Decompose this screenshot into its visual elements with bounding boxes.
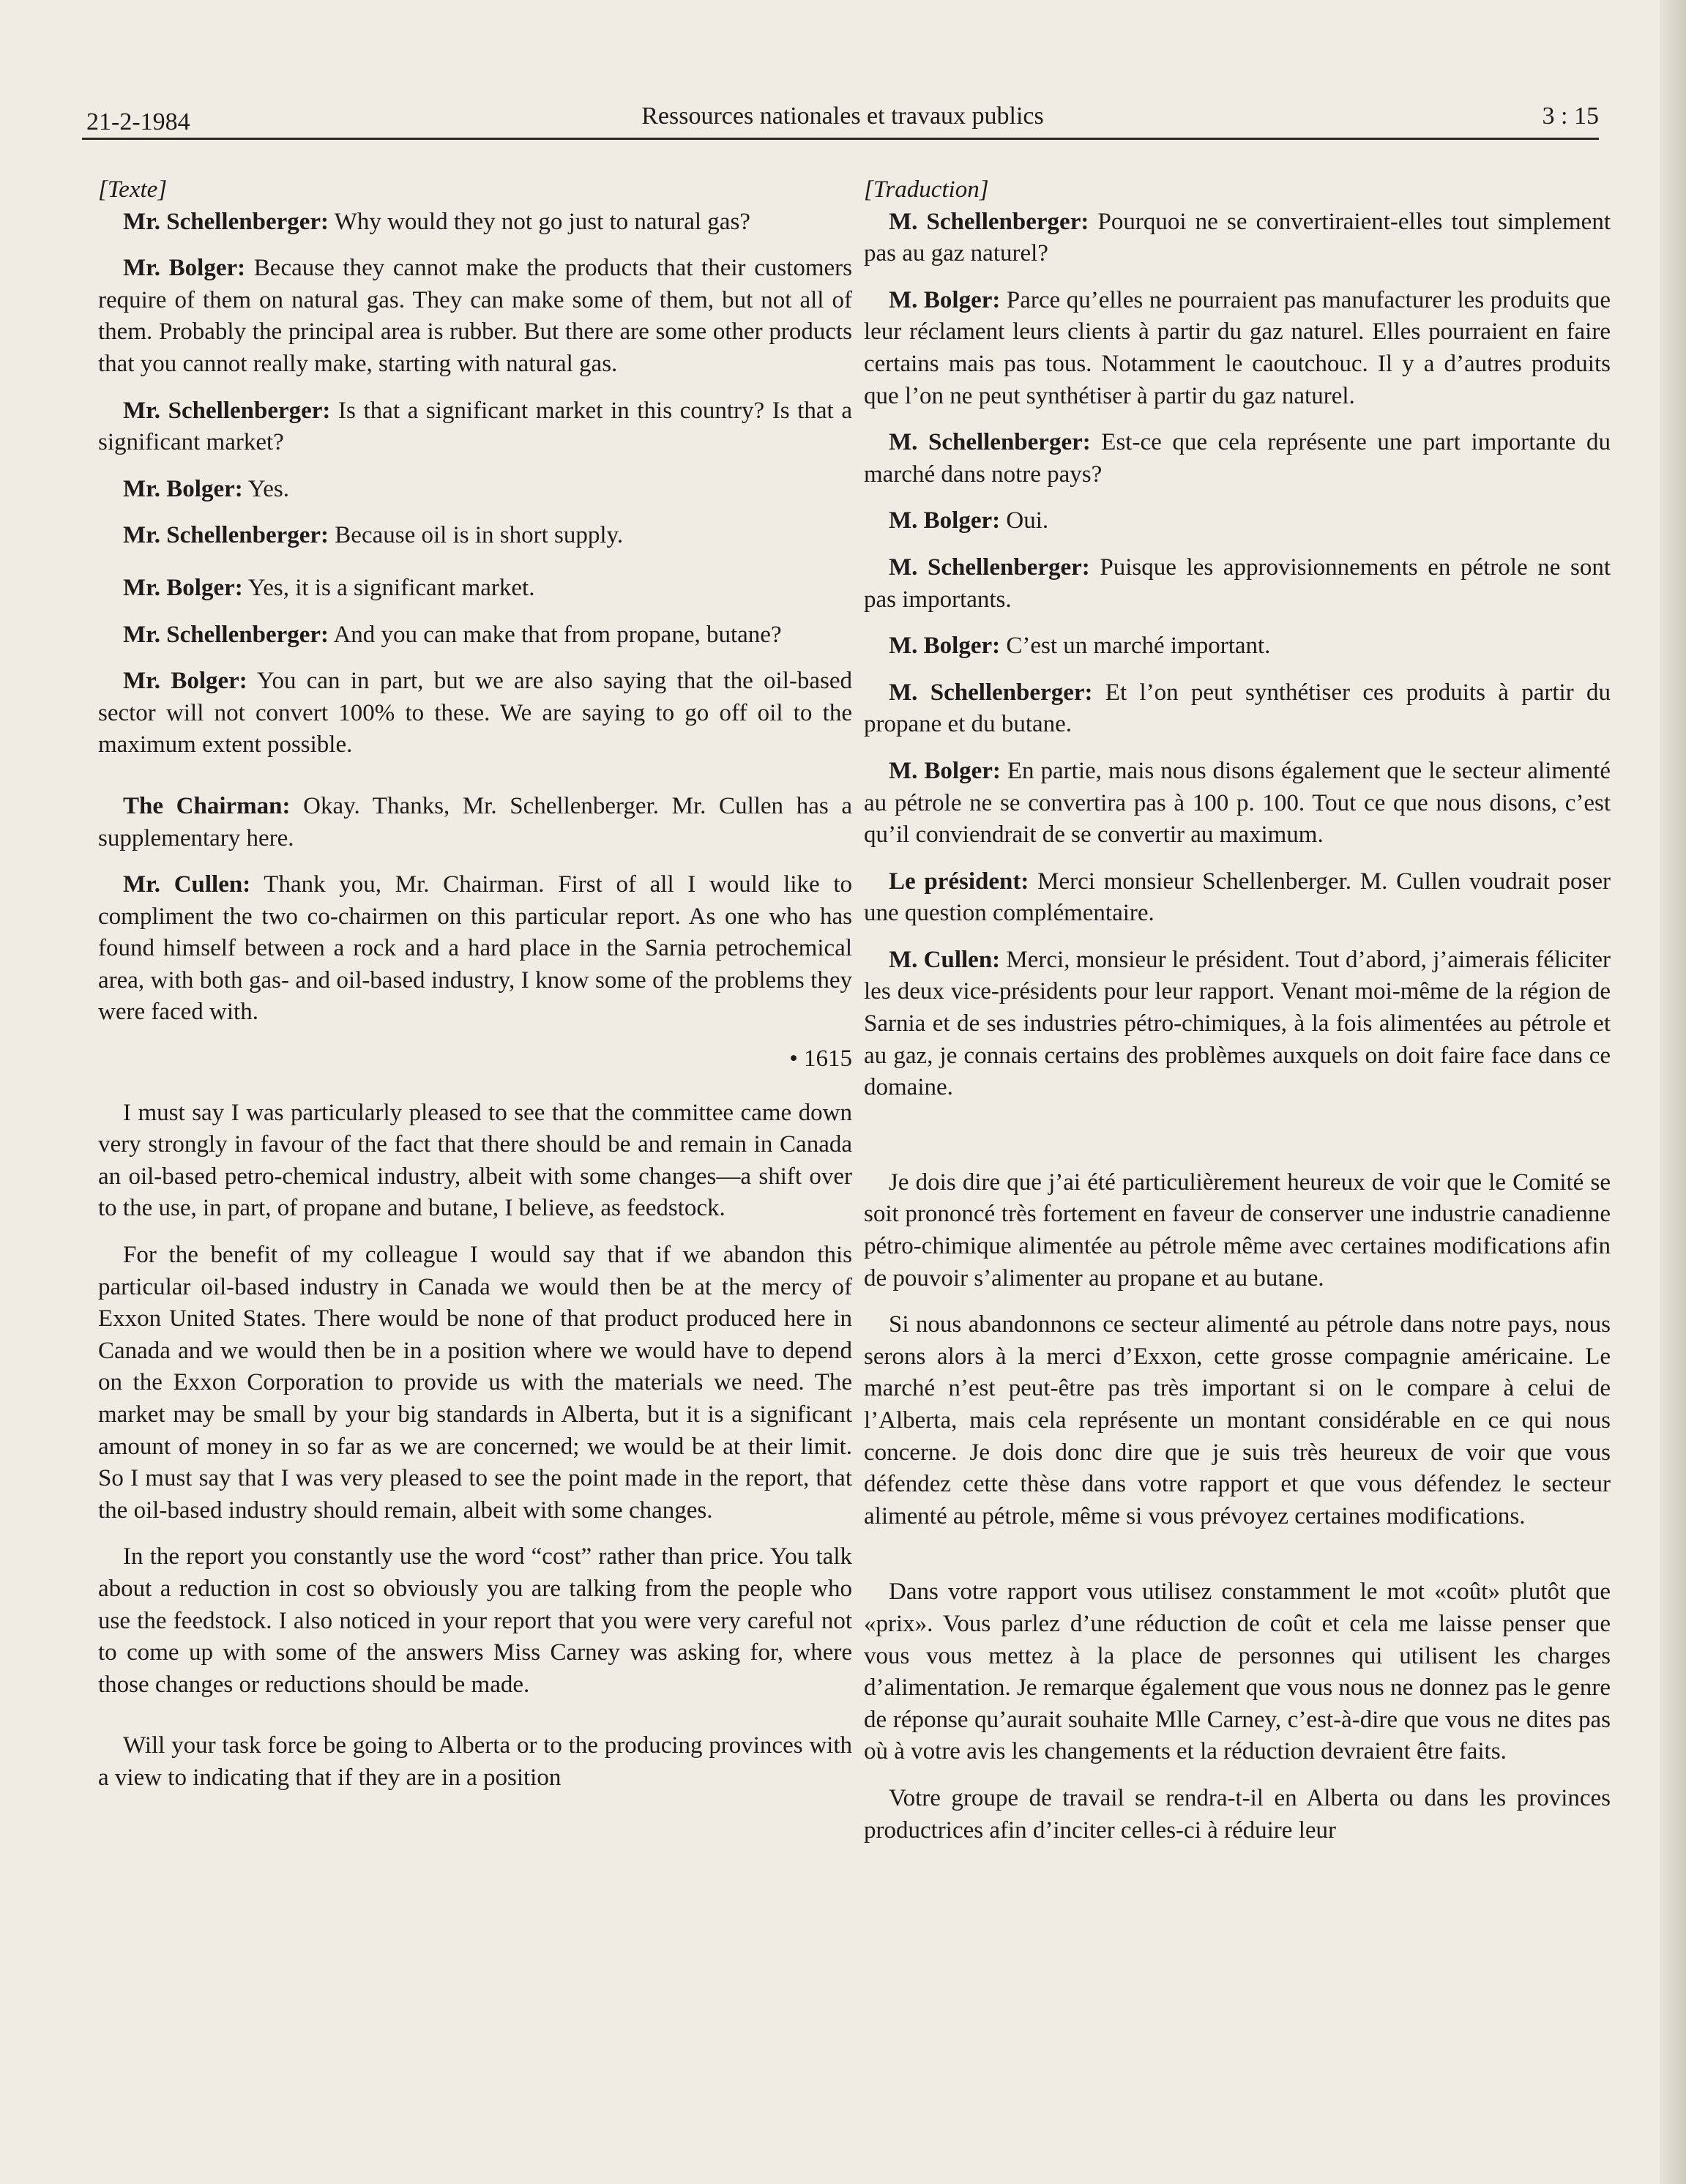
speech-text: Merci monsieur Schellenberger. M. Cullen voudrait poser une question complémentaire. (864, 868, 1611, 927)
speaker-name: M. Bolger: (889, 507, 1001, 534)
paragraph (864, 552, 1611, 616)
speaker-name: M. Schellenberger: (889, 429, 1091, 456)
left-column-english (98, 174, 852, 1809)
speech-text: Okay. Thanks, Mr. Schellenberger. Mr. Cullen has a supplementary here. (98, 792, 852, 851)
speaker-name: Le président: (889, 868, 1029, 895)
speaker-name: Mr. Schellenberger: (123, 208, 329, 235)
paragraph: Will your task force be going to Alberta or to the producing provinces with a view to indicating that if they are in a position (98, 1732, 852, 1791)
speaker-name: M. Schellenberger: (889, 208, 1089, 235)
speech-text: You can in part, but we are also saying that the oil-based sector will not convert 100% to these. We are saying to go off oil to the maximum extent possible. (98, 668, 853, 759)
speech-text: En partie, mais nous disons également que le secteur alimenté au pétrole ne se convertira pas à 100 p. 100. Tout ce que nous disons, c’est qu’il conviendrait de se convertir au maximum. (864, 757, 1611, 849)
speech-text: Thank you, Mr. Chairman. First of all I would like to compliment the two co-chairmen on this particular report. As one who has found himself between a rock and a hard place in the Sarnia petrochemical area, with both gas- and oil-based industry, I know some of the problems they were faced with. (98, 871, 852, 1026)
speaker-name: M. Bolger: (889, 757, 1001, 784)
speaker-name: Mr. Bolger: (123, 574, 243, 601)
paragraph (864, 505, 1611, 537)
header-rule (82, 138, 1599, 140)
header-page-number: 3 : 15 (1542, 103, 1599, 130)
speech-text: Parce qu’elles ne pourraient pas manufacturer les produits que leur réclament leurs clients à partir du gaz naturel. Elles pourraient en faire certains mais pas tous. Notamment le caoutchouc. Il y a d’autres produits que l’on ne peut synthétiser à partir du gaz naturel. (864, 286, 1611, 409)
paragraph: Votre groupe de travail se rendra-t-il en Alberta ou dans les provinces productrices afin d’inciter celles-ci à réduire leur (864, 1784, 1611, 1844)
paragraph (98, 520, 852, 552)
speaker-name: Mr. Schellenberger: (123, 397, 331, 424)
speech-text: Pourquoi ne se convertiraient-elles tout simplement pas au gaz naturel? (864, 208, 1611, 267)
page-edge-shadow (1660, 0, 1686, 2184)
speaker-name: M. Schellenberger: (889, 679, 1093, 706)
paragraph: Si nous abandonnons ce secteur alimenté au pétrole dans notre pays, nous serons alors à la merci d’Exxon, cette grosse compagnie américaine. Le marché n’est peut-être pas très important si on le compare à celui de l’Alberta, mais cela représente un montant considérable en ce qui nous concerne. Je dois donc dire que je suis très heureux de voir que vous défendez cette thèse dans votre rapport et que vous défendez le secteur alimenté au pétrole, même si vous prévoyez certaines modifications. (864, 1311, 1611, 1529)
paragraph (864, 630, 1611, 663)
paragraph: Dans votre rapport vous utilisez constamment le mot «coût» plutôt que «prix». Vous parlez d’une réduction de coût et cela me laisse penser que vous vous mettez à la place de personnes qui utilisent les charges d’alimentation. Je remarque également que vous nous ne donnez pas le genre de réponse qu’aurait souhaite Mlle Carney, c’est-à-dire que vous ne dites pas où à votre avis les changements et la réduction devraient être faits. (864, 1579, 1611, 1765)
paragraph (98, 474, 852, 506)
paragraph (98, 791, 852, 854)
speech-text: Is that a significant market in this country? Is that a significant market? (98, 397, 852, 456)
header-date: 21-2-1984 (86, 108, 190, 135)
paragraph (98, 869, 852, 1029)
speaker-name: Mr. Bolger: (123, 668, 247, 695)
speaker-name: Mr. Bolger: (123, 475, 243, 502)
speech-text: Because oil is in short supply. (329, 522, 624, 549)
paragraph: In the report you constantly use the word “cost” rather than price. You talk about a reduction in cost so obviously you are talking from the people who use the feedstock. I also noticed in your report that you were very careful not to come up with some of the answers Miss Carney was asking for, where those changes or reductions should be made. (98, 1543, 852, 1698)
paragraph (98, 619, 852, 652)
paragraph: I must say I was particularly pleased to see that the committee came down very strongly in favour of the fact that there should be and remain in Canada an oil-based petro-chemical industry, albeit with some changes—a shift over to the use, in part, of propane and butane, I believe, as feedstock. (98, 1099, 852, 1222)
paragraph: Je dois dire que j’ai été particulièrement heureux de voir que le Comité se soit prononcé très fortement en faveur de conserver une industrie canadienne pétro-chimique alimentée au pétrole même avec certaines modifications afin de pouvoir s’alimenter au propane et au butane. (864, 1169, 1611, 1292)
time-marker: • 1615 (789, 1046, 852, 1073)
speaker-name: Mr. Schellenberger: (123, 621, 329, 648)
speaker-name: Mr. Bolger: (123, 255, 246, 282)
section-tag-texte: [Texte] (98, 176, 168, 203)
speech-text: Because they cannot make the products that their customers require of them on natural gas. They can make some of them, but not all of them. Probably the principal area is rubber. But there are some other products that you cannot really make, starting with natural gas. (98, 255, 852, 377)
paragraph (864, 427, 1611, 491)
paragraph (98, 395, 852, 459)
speech-text: Puisque les approvisionnements en pétrole ne sont pas importants. (864, 554, 1611, 613)
speech-text: Merci, monsieur le président. Tout d’abord, j’aimerais féliciter les deux vice-présidents pour leur rapport. Venant moi-même de la région de Sarnia et de ses industries pétro-chimiques, à la fois alimentées au pétrole et au gaz, je connais certains des problèmes auxquels on doit faire face dans ce domaine. (864, 946, 1611, 1101)
paragraph (864, 944, 1611, 1104)
speech-text: Et l’on peut synthétiser ces produits à partir du propane et du butane. (864, 679, 1611, 738)
paragraph (864, 756, 1611, 851)
speech-text: Yes. (242, 475, 290, 502)
speech-text: Est-ce que cela représente une part importante du marché dans notre pays? (864, 429, 1611, 488)
speaker-name: M. Bolger: (889, 286, 1001, 313)
speaker-name: M. Schellenberger: (889, 554, 1090, 581)
paragraph (864, 285, 1611, 412)
paragraph (864, 866, 1611, 930)
paragraph (864, 206, 1611, 270)
speaker-name: The Chairman: (123, 792, 291, 819)
paragraph: For the benefit of my colleague I would say that if we abandon this particular oil-based industry in Canada we would then be at the mercy of Exxon United States. There would be none of that product produced here in Canada and we would then be in a position where we would have to depend on the Exxon Corporation to provide us with the materials we need. The market may be small by your big standards in Alberta, but it is a significant amount of money in so far as we are concerned; we would be at their limit. So I must say that I was very pleased to see the point made in the report, that the oil-based industry should remain, albeit with some changes. (98, 1242, 852, 1524)
page-header (86, 103, 1599, 138)
speech-text: C’est un marché important. (1000, 633, 1271, 660)
paragraph (98, 666, 852, 761)
section-tag-traduction: [Traduction] (864, 176, 989, 203)
speaker-name: Mr. Schellenberger: (123, 522, 329, 549)
paragraph (98, 573, 852, 605)
speech-text: And you can make that from propane, butane? (329, 621, 782, 648)
paragraph (864, 677, 1611, 741)
speech-text: Why would they not go just to natural gas? (329, 208, 750, 235)
speaker-name: M. Cullen: (889, 946, 1001, 973)
paragraph (98, 206, 852, 239)
speaker-name: Mr. Cullen: (123, 871, 251, 898)
paragraph (98, 253, 852, 380)
speaker-name: M. Bolger: (889, 633, 1001, 660)
right-column-french (864, 174, 1611, 1861)
header-title: Ressources nationales et travaux publics (641, 103, 1044, 130)
speech-text: Oui. (1000, 507, 1049, 534)
speech-text: Yes, it is a significant market. (242, 574, 535, 601)
